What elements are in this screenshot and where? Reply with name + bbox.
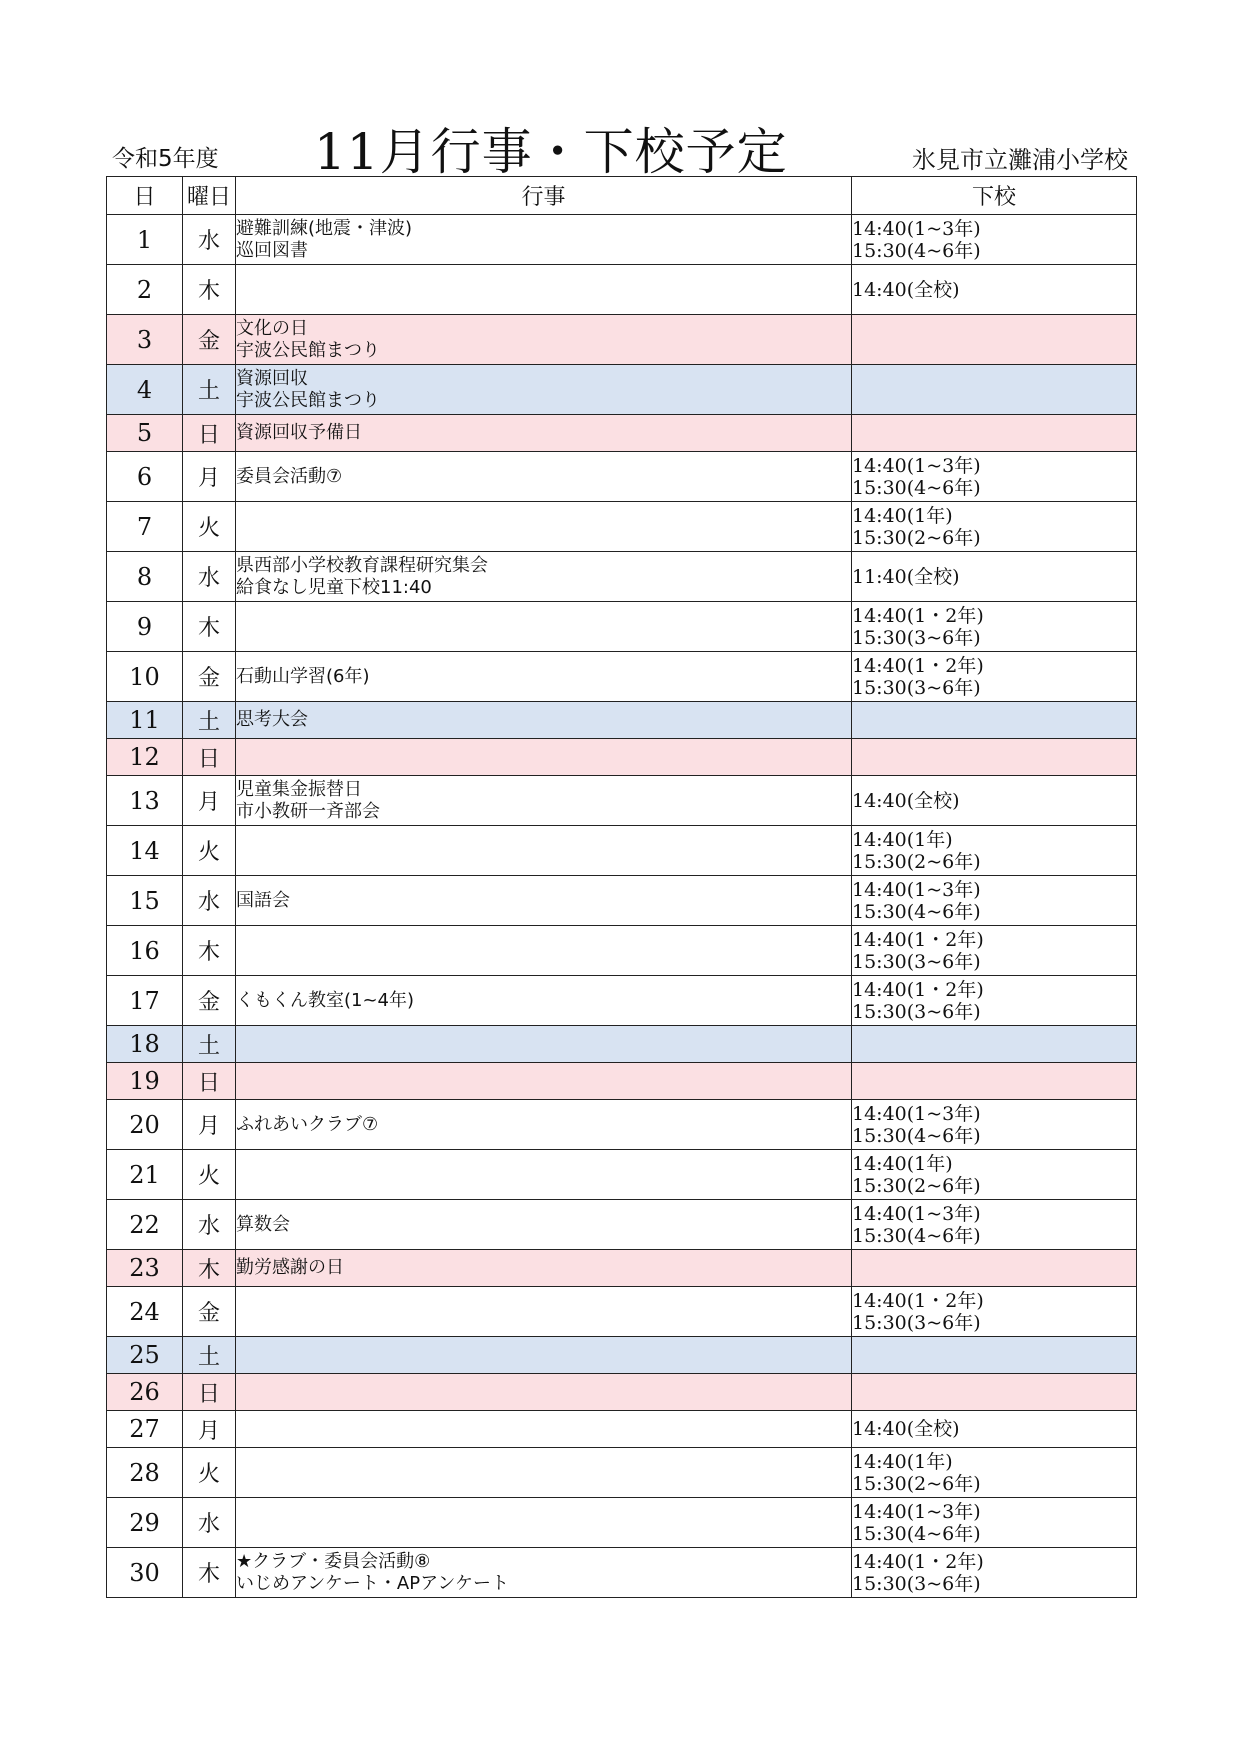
dismissal-cell (852, 702, 1137, 739)
weekday-cell: 木 (183, 602, 236, 652)
weekday-cell: 金 (183, 1287, 236, 1337)
dismissal-cell (852, 415, 1137, 452)
events-cell (236, 1150, 852, 1200)
weekday-cell: 日 (183, 739, 236, 776)
day-cell: 20 (107, 1100, 183, 1150)
event-line: ★クラブ・委員会活動⑧ (236, 1550, 431, 1572)
dismissal-line: 15:30(4~6年) (852, 476, 981, 499)
day-cell: 4 (107, 365, 183, 415)
dismissal-line: 15:30(3~6年) (852, 1311, 981, 1334)
dismissal-line: 15:30(3~6年) (852, 676, 981, 699)
event-line: 国語会 (236, 889, 290, 911)
event-line: 資源回収予備日 (236, 422, 362, 443)
day-cell: 11 (107, 702, 183, 739)
dismissal-line: 15:30(4~6年) (852, 900, 981, 923)
day-cell: 1 (107, 215, 183, 265)
weekday-cell: 土 (183, 702, 236, 739)
dismissal-cell (852, 502, 1137, 552)
event-line: 委員会活動⑦ (236, 465, 343, 487)
event-line: 児童集金振替日 (236, 778, 362, 800)
day-cell: 23 (107, 1250, 183, 1287)
weekday-cell: 火 (183, 1448, 236, 1498)
day-cell: 26 (107, 1374, 183, 1411)
table-row (107, 502, 1137, 552)
table-row (107, 739, 1137, 776)
day-cell: 28 (107, 1448, 183, 1498)
dismissal-line: 15:30(2~6年) (852, 1174, 981, 1197)
dismissal-line: 15:30(3~6年) (852, 1000, 981, 1023)
column-header-dismissal: 下校 (852, 177, 1137, 215)
day-cell: 30 (107, 1548, 183, 1598)
events-cell (236, 552, 852, 602)
dismissal-line: 14:40(1~3年) (852, 1500, 981, 1523)
dismissal-line: 15:30(3~6年) (852, 626, 981, 649)
dismissal-line: 14:40(1~3年) (852, 1202, 981, 1225)
weekday-cell: 土 (183, 365, 236, 415)
events-cell (236, 1287, 852, 1337)
day-cell: 5 (107, 415, 183, 452)
events-cell (236, 776, 852, 826)
day-cell: 22 (107, 1200, 183, 1250)
events-cell (236, 1498, 852, 1548)
table-row (107, 1150, 1137, 1200)
dismissal-line: 14:40(1年) (852, 504, 953, 527)
dismissal-line: 14:40(1・2年) (852, 604, 984, 627)
dismissal-line: 14:40(1・2年) (852, 978, 984, 1001)
event-line: 給食なし児童下校11:40 (236, 576, 432, 598)
weekday-cell: 火 (183, 1150, 236, 1200)
school-name: 氷見市立灘浦小学校 (912, 146, 1128, 174)
dismissal-cell (852, 1250, 1137, 1287)
events-cell (236, 702, 852, 739)
events-cell (236, 826, 852, 876)
event-line: 市小教研一斉部会 (236, 800, 380, 822)
day-cell: 15 (107, 876, 183, 926)
weekday-cell: 木 (183, 926, 236, 976)
weekday-cell: 金 (183, 976, 236, 1026)
day-cell: 13 (107, 776, 183, 826)
events-cell (236, 265, 852, 315)
table-row (107, 452, 1137, 502)
day-cell: 27 (107, 1411, 183, 1448)
events-cell (236, 1250, 852, 1287)
weekday-cell: 月 (183, 1411, 236, 1448)
weekday-cell: 土 (183, 1026, 236, 1063)
dismissal-cell (852, 315, 1137, 365)
dismissal-line: 14:40(全校) (852, 789, 960, 812)
event-line: 宇波公民館まつり (236, 339, 380, 361)
events-cell (236, 602, 852, 652)
dismissal-cell (852, 1063, 1137, 1100)
table-row (107, 826, 1137, 876)
table-row (107, 1063, 1137, 1100)
dismissal-cell (852, 602, 1137, 652)
dismissal-cell (852, 776, 1137, 826)
dismissal-cell (852, 1548, 1137, 1598)
events-cell (236, 1448, 852, 1498)
events-cell (236, 415, 852, 452)
weekday-cell: 水 (183, 552, 236, 602)
events-cell (236, 1374, 852, 1411)
table-row (107, 1100, 1137, 1150)
day-cell: 19 (107, 1063, 183, 1100)
day-cell: 29 (107, 1498, 183, 1548)
weekday-cell: 日 (183, 1374, 236, 1411)
column-header-weekday: 曜日 (183, 177, 236, 215)
table-row (107, 976, 1137, 1026)
events-cell (236, 652, 852, 702)
dismissal-cell (852, 215, 1137, 265)
dismissal-cell (852, 926, 1137, 976)
events-cell (236, 365, 852, 415)
events-cell (236, 502, 852, 552)
event-line: ふれあいクラブ⑦ (236, 1113, 379, 1135)
table-row (107, 1448, 1137, 1498)
dismissal-cell (852, 876, 1137, 926)
dismissal-cell (852, 1374, 1137, 1411)
weekday-cell: 水 (183, 1200, 236, 1250)
dismissal-line: 14:40(1~3年) (852, 454, 981, 477)
dismissal-line: 14:40(1・2年) (852, 1289, 984, 1312)
day-cell: 3 (107, 315, 183, 365)
event-line: 県西部小学校教育課程研究集会 (236, 554, 488, 576)
weekday-cell: 水 (183, 876, 236, 926)
dismissal-line: 15:30(3~6年) (852, 1572, 981, 1595)
column-header-day: 日 (107, 177, 183, 215)
table-row (107, 1287, 1137, 1337)
dismissal-line: 15:30(4~6年) (852, 1522, 981, 1545)
table-row (107, 1200, 1137, 1250)
event-line: 宇波公民館まつり (236, 389, 380, 411)
day-cell: 24 (107, 1287, 183, 1337)
events-cell (236, 1100, 852, 1150)
dismissal-cell (852, 365, 1137, 415)
day-cell: 7 (107, 502, 183, 552)
dismissal-line: 14:40(1・2年) (852, 654, 984, 677)
day-cell: 9 (107, 602, 183, 652)
weekday-cell: 日 (183, 415, 236, 452)
events-cell (236, 876, 852, 926)
weekday-cell: 月 (183, 776, 236, 826)
dismissal-line: 14:40(全校) (852, 1418, 960, 1440)
event-line: 巡回図書 (236, 239, 308, 261)
weekday-cell: 日 (183, 1063, 236, 1100)
events-cell (236, 315, 852, 365)
weekday-cell: 木 (183, 1548, 236, 1598)
dismissal-cell (852, 976, 1137, 1026)
table-row (107, 1374, 1137, 1411)
schedule-table (106, 176, 1137, 1598)
event-line: 石動山学習(6年) (236, 665, 370, 687)
event-line: 勤労感謝の日 (236, 1257, 344, 1278)
dismissal-cell (852, 1200, 1137, 1250)
events-cell (236, 215, 852, 265)
weekday-cell: 火 (183, 502, 236, 552)
day-cell: 2 (107, 265, 183, 315)
weekday-cell: 金 (183, 315, 236, 365)
dismissal-line: 14:40(1年) (852, 1450, 953, 1473)
weekday-cell: 月 (183, 452, 236, 502)
dismissal-cell (852, 1411, 1137, 1448)
dismissal-cell (852, 1337, 1137, 1374)
dismissal-line: 15:30(4~6年) (852, 1224, 981, 1247)
events-cell (236, 1026, 852, 1063)
dismissal-line: 14:40(1~3年) (852, 1102, 981, 1125)
dismissal-line: 15:30(2~6年) (852, 526, 981, 549)
table-row (107, 702, 1137, 739)
weekday-cell: 木 (183, 1250, 236, 1287)
weekday-cell: 金 (183, 652, 236, 702)
events-cell (236, 976, 852, 1026)
table-row (107, 1498, 1137, 1548)
day-cell: 10 (107, 652, 183, 702)
dismissal-line: 15:30(3~6年) (852, 950, 981, 973)
dismissal-cell (852, 1287, 1137, 1337)
weekday-cell: 水 (183, 215, 236, 265)
page-title: 11月行事・下校予定 (314, 123, 788, 181)
schedule-body (107, 215, 1137, 1598)
dismissal-line: 15:30(4~6年) (852, 1124, 981, 1147)
dismissal-line: 14:40(1~3年) (852, 217, 981, 240)
events-cell (236, 1063, 852, 1100)
day-cell: 18 (107, 1026, 183, 1063)
weekday-cell: 火 (183, 826, 236, 876)
table-row (107, 1411, 1137, 1448)
table-row (107, 776, 1137, 826)
events-cell (236, 1548, 852, 1598)
table-row (107, 1250, 1137, 1287)
dismissal-cell (852, 1100, 1137, 1150)
table-row (107, 876, 1137, 926)
events-cell (236, 1411, 852, 1448)
event-line: いじめアンケート・APアンケート (236, 1572, 510, 1594)
event-line: 文化の日 (236, 317, 308, 339)
column-header-events: 行事 (236, 177, 852, 215)
dismissal-line: 15:30(2~6年) (852, 850, 981, 873)
day-cell: 16 (107, 926, 183, 976)
dismissal-cell (852, 1150, 1137, 1200)
dismissal-cell (852, 1026, 1137, 1063)
dismissal-cell (852, 265, 1137, 315)
dismissal-cell (852, 1498, 1137, 1548)
day-cell: 17 (107, 976, 183, 1026)
day-cell: 12 (107, 739, 183, 776)
events-cell (236, 739, 852, 776)
events-cell (236, 1337, 852, 1374)
fiscal-year-label: 令和5年度 (112, 146, 219, 172)
event-line: 思考大会 (236, 709, 308, 730)
table-row (107, 315, 1137, 365)
day-cell: 25 (107, 1337, 183, 1374)
day-cell: 6 (107, 452, 183, 502)
dismissal-cell (852, 1448, 1137, 1498)
table-row (107, 602, 1137, 652)
table-row (107, 1026, 1137, 1063)
dismissal-cell (852, 452, 1137, 502)
day-cell: 21 (107, 1150, 183, 1200)
weekday-cell: 水 (183, 1498, 236, 1548)
page-header (0, 0, 1241, 181)
weekday-cell: 月 (183, 1100, 236, 1150)
dismissal-cell (852, 826, 1137, 876)
table-row (107, 926, 1137, 976)
weekday-cell: 土 (183, 1337, 236, 1374)
table-row (107, 552, 1137, 602)
table-row (107, 1548, 1137, 1598)
table-header-row (107, 177, 1137, 215)
event-line: 資源回収 (236, 367, 308, 389)
table-row (107, 365, 1137, 415)
table-row (107, 265, 1137, 315)
events-cell (236, 1200, 852, 1250)
dismissal-line: 14:40(1~3年) (852, 878, 981, 901)
table-row (107, 1337, 1137, 1374)
day-cell: 14 (107, 826, 183, 876)
event-line: くもくん教室(1~4年) (236, 989, 415, 1011)
dismissal-line: 14:40(1・2年) (852, 1550, 984, 1573)
dismissal-line: 14:40(1年) (852, 1152, 953, 1175)
dismissal-line: 14:40(1・2年) (852, 928, 984, 951)
table-row (107, 652, 1137, 702)
dismissal-line: 15:30(4~6年) (852, 239, 981, 262)
events-cell (236, 926, 852, 976)
events-cell (236, 452, 852, 502)
dismissal-line: 14:40(1年) (852, 828, 953, 851)
dismissal-line: 15:30(2~6年) (852, 1472, 981, 1495)
table-row (107, 415, 1137, 452)
dismissal-line: 14:40(全校) (852, 278, 960, 301)
dismissal-line: 11:40(全校) (852, 565, 960, 588)
event-line: 算数会 (236, 1213, 290, 1235)
dismissal-cell (852, 552, 1137, 602)
event-line: 避難訓練(地震・津波) (236, 217, 413, 239)
dismissal-cell (852, 652, 1137, 702)
dismissal-cell (852, 739, 1137, 776)
weekday-cell: 木 (183, 265, 236, 315)
table-row (107, 215, 1137, 265)
day-cell: 8 (107, 552, 183, 602)
